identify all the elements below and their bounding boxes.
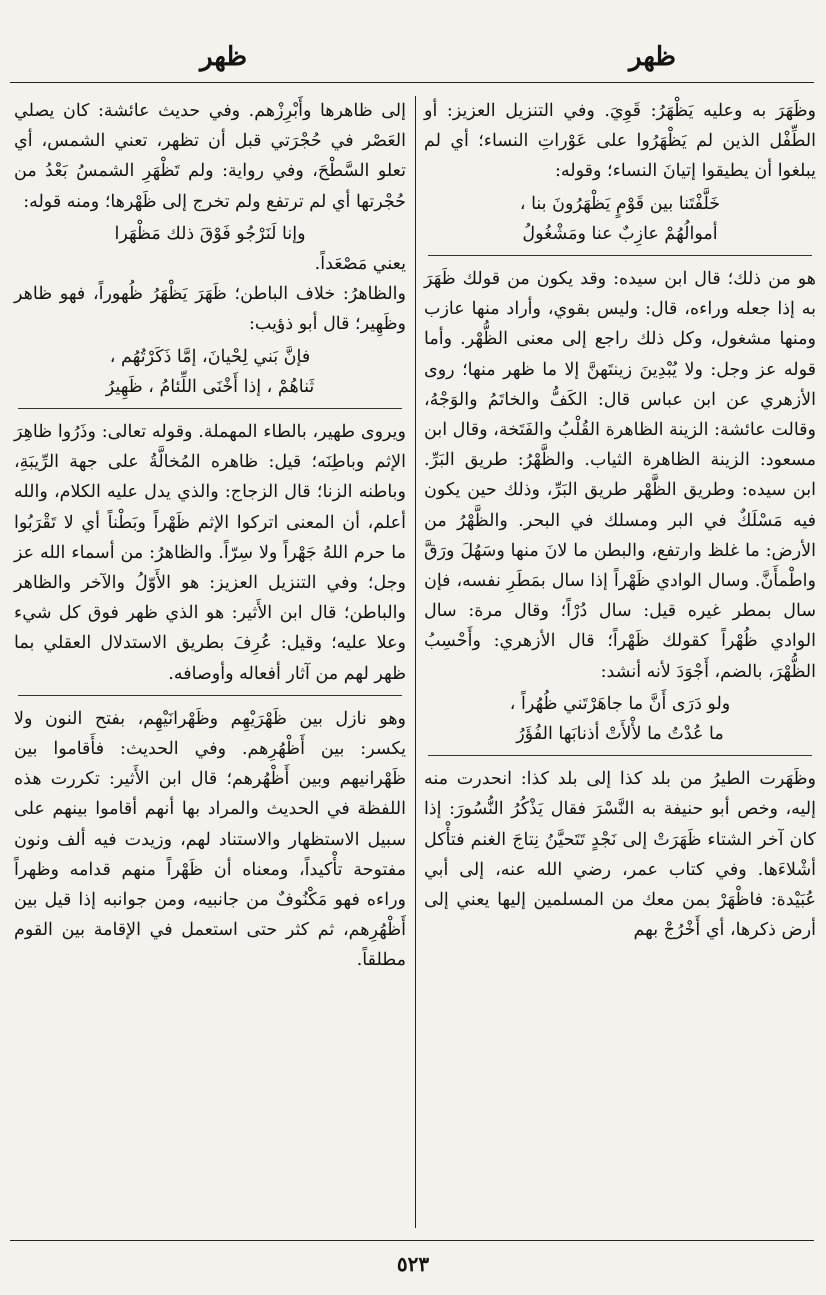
right-poem-1: [424, 189, 816, 249]
running-head-right: ظهر: [628, 42, 676, 72]
left-column: [14, 96, 406, 976]
left-paragraph-4: ويروى طهير، بالطاء المهملة. وقوله تعالى: وذَرُوا ظاهِرَ الإثم وباطِنَه؛ قيل: ظاهره المُخالَّةُ على جهة الرِّيبَةِ، وباطنه الزنا؛ قال الزجاج: والذي يدل عليه الكلام، والله أعلم، أن المعنى اتركوا الإثم ظَهْراً وبَطْناً أي لا تَقْرَبُوا ما حرم اللهُ جَهْراً ولا سِرّاً. والظاهرُ: من أسماء الله عز وجل؛ وفي التنزيل العزيز: هو الأَوّلُ والآخر والظاهر والباطن؛ قال ابن الأَثير: هو الذي ظهر فوق كل شيء وعلا عليه؛ وقيل: عُرِفَ بطريق الاستدلال العقلي بما ظهر لهم من آثار أفعاله وأوصافه.: [14, 422, 406, 684]
left-paragraph-5: وهو نازل بين ظَهْرَيْهِم وظَهْرانَيْهِم، بفتح النون ولا يكسر: بين أَظْهُرِهم. وفي الحديث: فأَقاموا بين ظَهْرانيهم وبين أَظْهُرهم؛ قال ابن الأَثير: تكررت هذه اللفظة في الحديث والمراد بها أنهم أقاموا بينهم على سبيل الاستظهار والاستناد لهم، وزيدت فيه ألف ونون مفتوحة تأْكيداً، ومعناه أن ظَهْراً منهم قدامه وظهراً وراءه فهو مَكْنُوفٌ من جانبيه، ومن جوانبه إذا قيل بين أَظْهُرِهم، ثم كثر حتى استعمل في الإقامة بين القوم مطلقاً.: [14, 708, 406, 971]
poem-line: خَلَّفْتَنا بين قَوْمٍ يَظْهَرُونَ بنا ،: [519, 193, 721, 214]
left-poem-1: [14, 219, 406, 249]
poem-line: ثَناهُمْ ، إذا أَخْنَى اللِّئامُ ، ظَهِيرُ: [105, 376, 315, 397]
column-divider: [415, 96, 416, 1228]
poem-line: ولو دَرَى أَنَّ ما جاهَرْتَني ظُهُراً ،: [509, 693, 731, 714]
poem-line: فإنَّ بَني لِحْيانَ، إمَّا ذَكَرْتُهُم ،: [109, 346, 311, 367]
poem-line: أموالُهُمْ عازِبٌ عنا ومَشْغُولُ: [522, 223, 718, 244]
running-head-left: ظهر: [200, 42, 248, 72]
poem-line: ما عُدْتُ ما لأْلأَتْ أذنابَها الفُؤَرُ: [516, 724, 724, 745]
page-number: ٥٢٣: [396, 1252, 430, 1276]
left-paragraph-1: إلى ظاهرها وأَبْرِزْهم. وفي حديث عائشة: كان يصلي العَصْر في حُجْرَتي قبل أن تظهر، تعني الشمس، أي تعلو السَّطْحَ، وفي رواية: ولم تَظْهَرِ الشمسُ بَعْدُ من حُجْرتها أي لم ترتفع ولم تخرج إلى ظَهْرها؛ ومنه قوله:: [14, 101, 406, 212]
right-paragraph-3: وظَهَرت الطيرُ من بلد كذا إلى بلد كذا: انحدرت منه إليه، وخص أبو حنيفة به النَّسْرَ فقال يَذْكُرُ النُّسُورَ: إذا كان آخر الشتاء ظَهَرَتْ إلى نَجْدٍ تَتَحيَّنُ نِتاجَ الغنم فتأْكل أشْلاءَها. وفي كتاب عمر، رضي الله عنه، إلى أبي عُبَيْدة: فاظْهَرْ بمن معك من المسلمين إليها يعني إلى أرض ذكرها، أي أَخْرُجْ بهم: [424, 769, 816, 941]
right-poem-2: [424, 689, 816, 749]
right-paragraph-2: هو من ذلك؛ قال ابن سيده: وقد يكون من قولك ظَهَرَ به إذا جعله وراءه، قال: وليس بقوي، وأراد منها عازب ومنها مشغول، وكل ذلك راجع إلى معنى الظُّهْر. وأما قوله عز وجل: ولا يُبْدِينَ زينتَهنَّ إلا ما ظهر منها؛ روى الأزهري عن ابن عباس قال: الكَفُّ والخاتَمُ والوَجْهُ، وقالت عائشة: الزينة الظاهرة القُلْبُ والفَتَخة، وقال ابن مسعود: الزينة الظاهرة الثياب. والظَّهْرُ: طريق البَرِّ. ابن سيده: وطريق الظَّهْر طريق البَرِّ، وذلك حين يكون فيه مَسْلَكٌ في البر ومسلك في البحر. والظَّهْرُ من الأرض: ما غلظ وارتفع، والبطن ما لانَ منها وسَهُلَ ورَقَّ واطْمأَنَّ. وسال الوادي ظَهْراً إذا سال بمَطَرِ نفسه، فإن سال بمطر غيره قيل: سال دُرْاً؛ وقال مرة: سال الوادي ظُهْراً كقولك ظَهْراً؛ قال الأزهري: وأَحْسِبُ الظُّهْرَ، بالضم، أَجْوَدَ لأنه أنشد:: [424, 269, 816, 682]
right-column: [424, 96, 816, 945]
poem-line: وإنا لَنَرْجُو فَوْقَ ذلك مَظْهَرا: [114, 223, 306, 244]
top-rule: [10, 82, 814, 83]
bottom-rule: [10, 1240, 814, 1241]
section-separator: [428, 755, 812, 756]
left-poem-2: [14, 342, 406, 402]
left-paragraph-2: يعني مَصْعَداً.: [314, 254, 406, 275]
section-separator: [428, 255, 812, 256]
section-separator: [18, 408, 402, 409]
section-separator: [18, 695, 402, 696]
right-paragraph-1: وظَهَرَ به وعليه يَظْهَرُ: قَوِيَ. وفي التنزيل العزيز: أو الطِّفْل الذين لم يَظْهَرُوا على عَوْراتِ النساء؛ أي لم يبلغوا أن يطيقوا إتيانَ النساء؛ وقوله:: [424, 101, 816, 182]
left-paragraph-3: والظاهرُ: خلاف الباطن؛ ظَهَرَ يَظْهَرُ ظُهوراً، فهو ظاهر وظَهِير؛ قال أبو ذؤيب:: [14, 284, 406, 335]
